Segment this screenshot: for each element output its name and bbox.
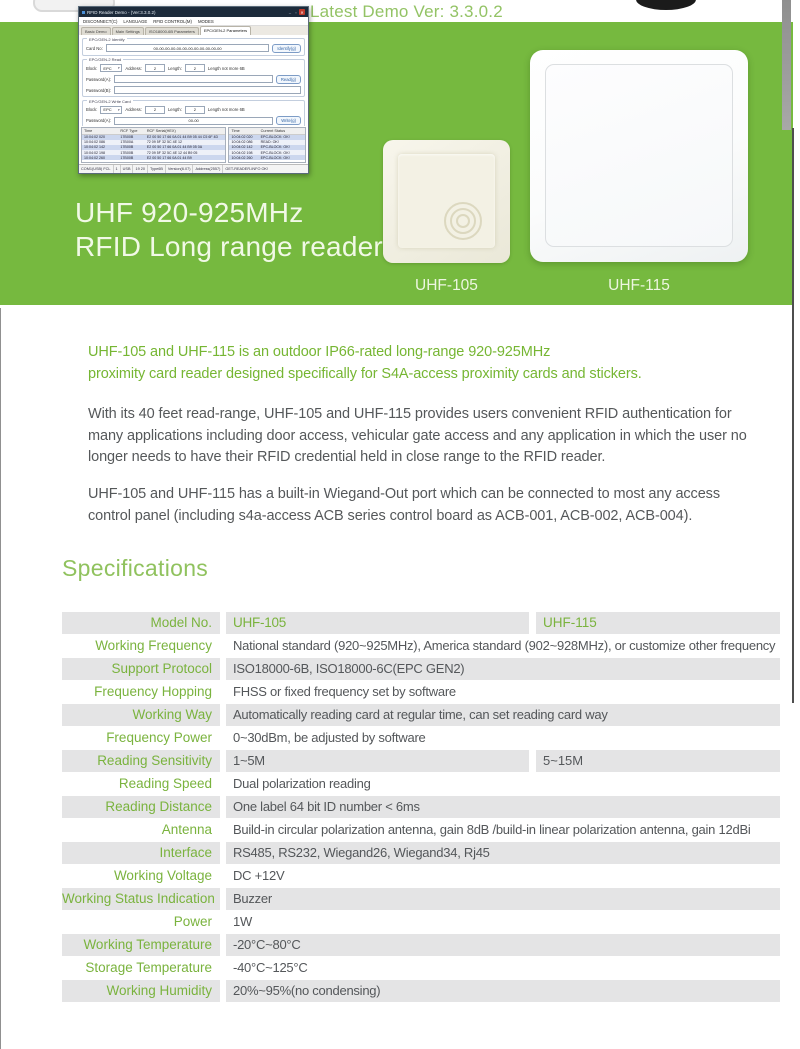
block-label: Block:	[86, 65, 98, 71]
col-time: Time	[231, 128, 240, 133]
length-label: Length:	[167, 65, 182, 71]
intro-paragraph-2: UHF-105 and UHF-115 has a built-in Wiegand-Out port which can be connected to most any access control panel (including s4a-access ACB series control board as ACB-001, ACB-002, ACB-004).	[88, 486, 720, 524]
col-rcf-type: RCF Type	[120, 128, 138, 133]
spec-label: Working Status Indication	[62, 888, 220, 910]
statusbar-segment: GET-READER-INFO OK!	[225, 167, 269, 171]
spec-label: Storage Temperature	[85, 960, 212, 975]
spec-value: 1W	[233, 914, 252, 929]
tab-panel	[79, 35, 308, 126]
group-title: EPC/GEN-2 Read	[89, 57, 122, 62]
length-input[interactable]: 2	[185, 64, 205, 72]
log-row: 10:04:02 198 17B00B 72 09 5F 32 5C 4E 12 44 B9 05	[82, 150, 225, 155]
spec-value: National standard (920~925MHz), America standard (902~928MHz), or customize other frequency	[233, 638, 776, 653]
chevron-down-icon: ▾	[117, 107, 120, 112]
group-read	[82, 59, 305, 98]
tab-epc-gen2[interactable]: EPC/GEN-2 Parameters	[200, 26, 251, 35]
spec-label: Antenna	[161, 822, 212, 837]
password-a-input[interactable]	[114, 75, 273, 83]
block-value: EPC	[103, 65, 112, 71]
app-icon	[82, 11, 85, 14]
block-label: Block:	[86, 107, 98, 112]
length-note: Length not more 6B	[207, 107, 245, 112]
status-row: 10:04:02 020 EPC-BLOCK: OK!	[229, 135, 305, 140]
group-write	[82, 100, 305, 126]
menu-language[interactable]: LANGUAGE	[123, 18, 148, 24]
log-row: 10:04:02 020 17B00B E2 00 50 17 66 0A 01 44 B9 05 44 C5 6F 4D	[82, 135, 225, 140]
spec-label: Support Protocol	[62, 658, 220, 680]
product-image-uhf-105	[383, 140, 510, 263]
rfid-demo-window	[78, 6, 309, 174]
spec-value: DC +12V	[233, 868, 285, 883]
password-a-label: Password(A):	[86, 118, 112, 123]
spec-row-working-humidity	[62, 980, 780, 1002]
page-left-border	[0, 308, 1, 1049]
spec-row-working-voltage	[62, 865, 780, 887]
address-label: Address:	[125, 65, 142, 71]
spec-row-frequency-hopping	[62, 681, 780, 703]
spec-value-2: 5~15M	[536, 750, 780, 772]
address-input[interactable]: 2	[145, 106, 165, 114]
hero-title	[75, 196, 383, 264]
product-label-uhf-115: UHF-115	[608, 277, 670, 294]
statusbar	[79, 164, 308, 173]
rfid-waves-icon	[456, 214, 470, 228]
spec-row-working-frequency	[62, 635, 780, 657]
product-label-uhf-105: UHF-105	[415, 277, 478, 294]
length-label: Length:	[167, 107, 182, 112]
spec-label: Working Temperature	[62, 934, 220, 956]
identify-button[interactable]: Identify(g)	[272, 44, 301, 53]
spec-value-2: UHF-115	[536, 612, 780, 634]
statusbar-segment: USB	[121, 165, 134, 173]
write-button[interactable]: Write(g)	[276, 116, 301, 125]
close-button[interactable]: ✕	[300, 9, 304, 15]
block-select[interactable]	[100, 106, 122, 114]
spec-label: Working Frequency	[95, 638, 212, 653]
menu-disconnect[interactable]: DISCONNECT(C)	[83, 18, 118, 24]
statusbar-segment: Address(2557)	[193, 165, 223, 173]
spec-row-working-temperature	[62, 934, 780, 956]
window-titlebar[interactable]	[79, 7, 308, 17]
menu-modes[interactable]: MODES	[197, 18, 214, 24]
password-a-label: Password(A):	[86, 76, 112, 82]
spec-label: Working Humidity	[62, 980, 220, 1002]
specifications-table	[62, 612, 780, 1003]
spec-row-working-way	[62, 704, 780, 726]
intro-highlight	[88, 342, 778, 385]
spec-value: Dual polarization reading	[233, 776, 371, 791]
spec-row-reading-sensitivity	[62, 750, 780, 772]
spec-label: Reading Distance	[62, 796, 220, 818]
spec-row-reading-speed	[62, 773, 780, 795]
status-row: 10:04:02 260 EPC-BLOCK: OK!	[229, 155, 305, 160]
chevron-down-icon: ▾	[117, 66, 120, 70]
statusbar-segment: 1	[114, 165, 121, 173]
password-b-input[interactable]	[114, 86, 301, 94]
spec-value: Automatically reading card at regular time, can set reading card way	[226, 704, 780, 726]
spec-row-reading-distance	[62, 796, 780, 818]
spec-row-frequency-power	[62, 727, 780, 749]
spec-value: RS485, RS232, Wiegand26, Wiegand34, Rj45	[226, 842, 780, 864]
log-row: 10:04:02 086 17B00A 72 09 5F 32 5C 4E 12	[82, 140, 225, 145]
password-b-label: Password(B):	[86, 87, 112, 93]
group-title: EPC/GEN-2 Identify	[89, 36, 125, 42]
menubar	[79, 17, 308, 26]
minimize-button[interactable]: –	[288, 9, 292, 15]
latest-demo-version-note: Latest Demo Ver: 3.3.0.2	[310, 2, 503, 21]
page-right-border	[792, 128, 794, 703]
spec-value: FHSS or fixed frequency set by software	[233, 684, 456, 699]
spec-label: Interface	[62, 842, 220, 864]
col-current-status: Current Status	[260, 128, 286, 133]
hero-title-line1: UHF 920-925MHz	[75, 197, 304, 228]
window-title: RFID Reader Demo - (Ver:3.3.0.2)	[87, 9, 156, 15]
tab-iso18000-6b[interactable]: ISO18000-6B Parameters	[145, 27, 199, 35]
spec-label: Frequency Power	[106, 730, 212, 745]
spec-value: Build-in circular polarization antenna, gain 8dB /build-in linear polarization antenna, gain 12dBi	[233, 822, 751, 837]
spec-value: 1~5M	[226, 750, 529, 772]
statusbar-segment: COM1(USB) FCL	[79, 165, 114, 173]
spec-value: Buzzer	[226, 888, 780, 910]
card-no-input[interactable]: 00-00-00-00-00-00-00-00-00-00-00-00	[106, 44, 270, 52]
col-rcf-serial: RCF Serial(HEX)	[146, 128, 176, 133]
address-input[interactable]: 2	[145, 64, 165, 72]
spec-label: Reading Sensitivity	[62, 750, 220, 772]
spec-label: Frequency Hopping	[94, 684, 212, 699]
status-row: 10:04:02 198 EPC-BLOCK: OK!	[229, 150, 305, 155]
statusbar-segment: 19 20	[133, 165, 148, 173]
specifications-heading: Specifications	[62, 555, 209, 581]
status-log-table[interactable]	[228, 127, 306, 163]
log-row: 10:04:02 260 17B00B E2 00 50 17 66 0A 01 44 B9	[82, 155, 225, 160]
highlight-line2: proximity card reader designed specifically for S4A-access proximity cards and stickers.	[88, 365, 642, 382]
spec-value: -20°C~80°C	[226, 934, 780, 956]
spec-row-model-no	[62, 612, 780, 634]
spec-row-power	[62, 911, 780, 933]
product-image-uhf-115	[530, 50, 748, 262]
address-label: Address:	[125, 107, 142, 112]
spec-value: -40°C~125°C	[233, 960, 308, 975]
spec-label: Working Voltage	[113, 868, 212, 883]
hero-title-line2: RFID Long range reader	[75, 231, 383, 262]
tab-basic-demo[interactable]: Basic Demo	[81, 27, 111, 35]
tag-log-table[interactable]	[81, 127, 226, 163]
status-row: 10:04:02 142 EPC-BLOCK: OK!	[229, 145, 305, 150]
highlight-line1: UHF-105 and UHF-115 is an outdoor IP66-rated long-range 920-925MHz	[88, 344, 551, 360]
block-select[interactable]	[100, 64, 122, 72]
statusbar-segment: Type6B	[148, 165, 166, 173]
intro-paragraph-1: With its 40 feet read-range, UHF-105 and UHF-115 provides users convenient RFID authentication for many applications including door access, vehicular gate access and any application in which the user no longer needs to have their RFID credential held in close range to the RFID reader.	[88, 406, 747, 465]
cropped-logo-arc	[636, 0, 696, 10]
menu-rfid-control[interactable]: RFID CONTROL(M)	[153, 18, 192, 24]
status-row: 10:04:02 086 READ: OK!	[229, 140, 305, 145]
spec-value: ISO18000-6B, ISO18000-6C(EPC GEN2)	[226, 658, 780, 680]
card-no-label: Card No:	[86, 45, 103, 51]
spec-value: One label 64 bit ID number < 6ms	[226, 796, 780, 818]
spec-label: Working Way	[62, 704, 220, 726]
spec-value: 0~30dBm, be adjusted by software	[233, 730, 426, 745]
spec-label: Model No.	[62, 612, 220, 634]
tabstrip	[79, 26, 308, 35]
statusbar-segment: Version(6.07)	[166, 165, 194, 173]
group-title: EPC/GEN-2 Write Card	[89, 98, 131, 104]
length-input[interactable]: 2	[185, 106, 205, 114]
reader-faceplate	[398, 154, 495, 248]
scan-edge-strip	[782, 0, 791, 130]
maximize-button[interactable]: ▫	[295, 9, 297, 15]
log-area	[79, 126, 308, 164]
tab-main-settings[interactable]: Main Settings	[112, 27, 144, 35]
col-time: Time	[84, 128, 93, 133]
spec-value: 20%~95%(no condensing)	[226, 980, 780, 1002]
length-note: Length not more 6B	[207, 65, 245, 71]
spec-label: Reading Speed	[118, 776, 212, 791]
spec-label: Power	[173, 914, 212, 929]
password-a-input[interactable]: 00-00	[114, 117, 273, 125]
spec-row-interface	[62, 842, 780, 864]
spec-row-antenna	[62, 819, 780, 841]
spec-row-support-protocol	[62, 658, 780, 680]
reader-faceplate	[545, 64, 733, 247]
spec-row-working-status-indication	[62, 888, 780, 910]
log-row: 10:04:02 142 17B00B E2 00 50 17 66 0A 01 44 B9 05 0A	[82, 145, 225, 150]
spec-value: UHF-105	[226, 612, 529, 634]
group-identify	[82, 38, 305, 56]
spec-row-storage-temperature	[62, 957, 780, 979]
read-button[interactable]: Read(g)	[276, 75, 301, 84]
block-value: EPC	[103, 107, 112, 112]
